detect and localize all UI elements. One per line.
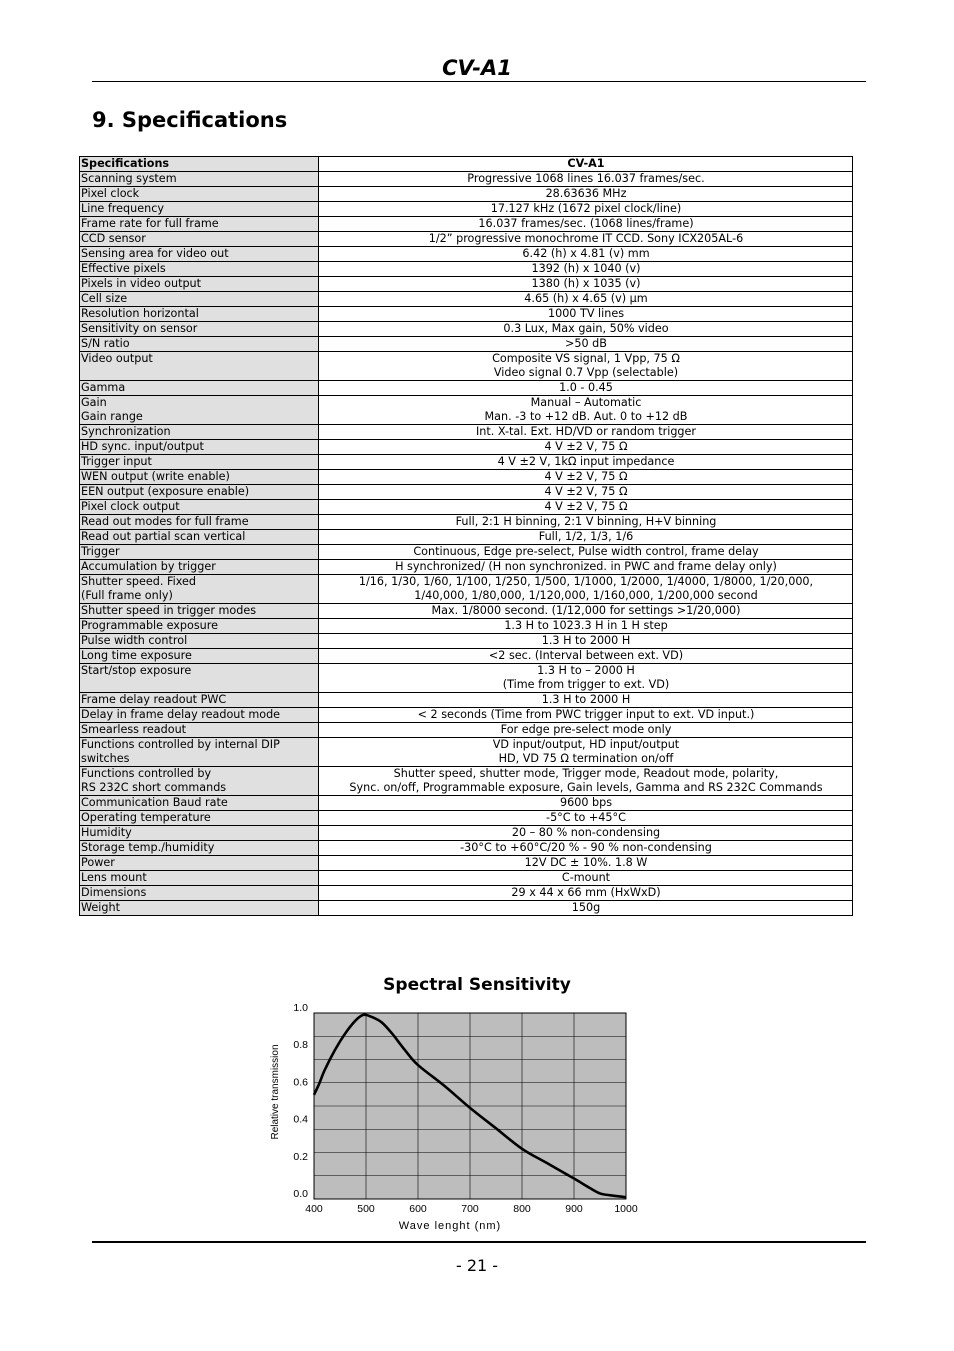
x-axis-label: Wave lenght (nm) xyxy=(398,1220,502,1232)
spec-value-cell: 1.3 H to 1023.3 H in 1 H step xyxy=(319,619,853,634)
spec-name-cell: WEN output (write enable) xyxy=(80,470,319,485)
spec-name-cell: Pulse width control xyxy=(80,634,319,649)
spec-value-cell: 29 x 44 x 66 mm (HxWxD) xyxy=(319,886,853,901)
spec-value-cell: 1380 (h) x 1035 (v) xyxy=(319,277,853,292)
spec-value-cell: H synchronized/ (H non synchronized. in PWC and frame delay only) xyxy=(319,560,853,575)
spec-name-cell: HD sync. input/output xyxy=(80,440,319,455)
spec-name-cell: Operating temperature xyxy=(80,811,319,826)
x-tick-label: 800 xyxy=(513,1203,531,1215)
table-row xyxy=(80,604,853,619)
x-tick-label: 1000 xyxy=(614,1203,638,1215)
spec-value-cell: 1.3 H to – 2000 H (Time from trigger to ext. VD) xyxy=(319,664,853,693)
spec-name-cell: CCD sensor xyxy=(80,232,319,247)
spec-value-cell: 20 – 80 % non-condensing xyxy=(319,826,853,841)
table-row xyxy=(80,811,853,826)
chart-title: Spectral Sensitivity xyxy=(383,975,571,995)
table-row xyxy=(80,217,853,232)
table-row xyxy=(80,172,853,187)
spec-name-cell: Effective pixels xyxy=(80,262,319,277)
table-row xyxy=(80,187,853,202)
spec-name-cell: Weight xyxy=(80,901,319,916)
spec-value-cell: 12V DC ± 10%. 1.8 W xyxy=(319,856,853,871)
spec-value-cell: 4 V ±2 V, 75 Ω xyxy=(319,485,853,500)
section-heading: 9. Specifications xyxy=(92,108,288,132)
spec-name-cell: Cell size xyxy=(80,292,319,307)
table-row xyxy=(80,545,853,560)
specifications-table xyxy=(79,156,853,916)
spec-value-cell: 17.127 kHz (1672 pixel clock/line) xyxy=(319,202,853,217)
spec-value-cell: 4 V ±2 V, 75 Ω xyxy=(319,440,853,455)
spec-value-cell: < 2 seconds (Time from PWC trigger input to ext. VD input.) xyxy=(319,708,853,723)
spec-value-cell: Shutter speed, shutter mode, Trigger mode, Readout mode, polarity, Sync. on/off, Programmable exposure, Gain levels, Gamma and RS 232C Commands xyxy=(319,767,853,796)
spec-value-cell: 1.0 - 0.45 xyxy=(319,381,853,396)
header-rule xyxy=(92,81,866,82)
spec-value-cell: >50 dB xyxy=(319,337,853,352)
spec-value-cell: <2 sec. (Interval between ext. VD) xyxy=(319,649,853,664)
spec-name-cell: Humidity xyxy=(80,826,319,841)
spec-name-cell: Shutter speed in trigger modes xyxy=(80,604,319,619)
table-row xyxy=(80,634,853,649)
spec-name-cell: Video output xyxy=(80,352,319,381)
table-row xyxy=(80,796,853,811)
spec-value-cell: -30°C to +60°C/20 % - 90 % non-condensing xyxy=(319,841,853,856)
spec-name-cell: Gain Gain range xyxy=(80,396,319,425)
spec-name-cell: Sensing area for video out xyxy=(80,247,319,262)
spec-value-cell: -5°C to +45°C xyxy=(319,811,853,826)
table-row xyxy=(80,841,853,856)
spec-name-cell: Gamma xyxy=(80,381,319,396)
table-row xyxy=(80,381,853,396)
table-row xyxy=(80,470,853,485)
table-header-row xyxy=(80,157,853,172)
table-row xyxy=(80,292,853,307)
table-row xyxy=(80,738,853,767)
spec-value-cell: 9600 bps xyxy=(319,796,853,811)
table-row xyxy=(80,560,853,575)
spec-name-cell: Power xyxy=(80,856,319,871)
table-row xyxy=(80,515,853,530)
spec-name-cell: Start/stop exposure xyxy=(80,664,319,693)
spec-name-cell: Trigger input xyxy=(80,455,319,470)
spec-name-cell: Functions controlled by RS 232C short commands xyxy=(80,767,319,796)
y-axis-label: Relative transmission xyxy=(270,1044,281,1140)
y-tick-label: 0.4 xyxy=(293,1113,308,1126)
table-row xyxy=(80,307,853,322)
spec-name-cell: Smearless readout xyxy=(80,723,319,738)
spec-name-cell: Frame rate for full frame xyxy=(80,217,319,232)
y-tick-label: 0.8 xyxy=(293,1039,308,1052)
spec-value-cell: 1/16, 1/30, 1/60, 1/100, 1/250, 1/500, 1/1000, 1/2000, 1/4000, 1/8000, 1/20,000, 1/40,000, 1/80,000, 1/120,000, 1/160,000, 1/200,000 second xyxy=(319,575,853,604)
spec-name-cell: Shutter speed. Fixed (Full frame only) xyxy=(80,575,319,604)
table-row xyxy=(80,619,853,634)
spec-name-cell: Dimensions xyxy=(80,886,319,901)
spec-value-cell: Composite VS signal, 1 Vpp, 75 Ω Video signal 0.7 Vpp (selectable) xyxy=(319,352,853,381)
spec-name-cell: Storage temp./humidity xyxy=(80,841,319,856)
spec-value-cell: Int. X-tal. Ext. HD/VD or random trigger xyxy=(319,425,853,440)
table-row xyxy=(80,856,853,871)
table-row xyxy=(80,826,853,841)
footer-rule xyxy=(92,1241,866,1243)
table-row xyxy=(80,247,853,262)
spec-value-cell: 1.3 H to 2000 H xyxy=(319,693,853,708)
spec-value-cell: Continuous, Edge pre-select, Pulse width control, frame delay xyxy=(319,545,853,560)
table-row xyxy=(80,901,853,916)
spec-name-cell: Resolution horizontal xyxy=(80,307,319,322)
y-tick-label: 1.0 xyxy=(293,1002,308,1014)
spec-name-cell: Sensitivity on sensor xyxy=(80,322,319,337)
spec-name-cell: Line frequency xyxy=(80,202,319,217)
table-row xyxy=(80,723,853,738)
table-row xyxy=(80,455,853,470)
table-row xyxy=(80,500,853,515)
spec-name-cell: Pixels in video output xyxy=(80,277,319,292)
spec-value-cell: 16.037 frames/sec. (1068 lines/frame) xyxy=(319,217,853,232)
spec-name-cell: Synchronization xyxy=(80,425,319,440)
spec-value-cell: Manual – Automatic Man. -3 to +12 dB. Aut. 0 to +12 dB xyxy=(319,396,853,425)
spec-name-cell: EEN output (exposure enable) xyxy=(80,485,319,500)
spec-name-cell: Delay in frame delay readout mode xyxy=(80,708,319,723)
spec-value-cell: 0.3 Lux, Max gain, 50% video xyxy=(319,322,853,337)
page-number: - 21 - xyxy=(455,1256,499,1275)
spec-value-cell: 1.3 H to 2000 H xyxy=(319,634,853,649)
spec-value-cell: For edge pre-select mode only xyxy=(319,723,853,738)
spec-name-cell: Communication Baud rate xyxy=(80,796,319,811)
spec-value-cell: 1000 TV lines xyxy=(319,307,853,322)
x-tick-label: 900 xyxy=(565,1203,583,1215)
header-cell-specifications: Specifications xyxy=(80,157,319,172)
x-tick-label: 500 xyxy=(357,1203,375,1215)
table-row xyxy=(80,322,853,337)
spec-value-cell: VD input/output, HD input/output HD, VD 75 Ω termination on/off xyxy=(319,738,853,767)
table-row xyxy=(80,277,853,292)
table-row xyxy=(80,440,853,455)
x-tick-label: 400 xyxy=(305,1203,323,1215)
table-row xyxy=(80,396,853,425)
table-row xyxy=(80,767,853,796)
spec-value-cell: Progressive 1068 lines 16.037 frames/sec. xyxy=(319,172,853,187)
spectral-sensitivity-chart xyxy=(260,1000,680,1240)
spec-name-cell: Trigger xyxy=(80,545,319,560)
spec-name-cell: Functions controlled by internal DIP switches xyxy=(80,738,319,767)
spec-value-cell: Full, 2:1 H binning, 2:1 V binning, H+V binning xyxy=(319,515,853,530)
x-tick-label: 700 xyxy=(461,1203,479,1215)
spec-value-cell: Full, 1/2, 1/3, 1/6 xyxy=(319,530,853,545)
spec-value-cell: Max. 1/8000 second. (1/12,000 for settings >1/20,000) xyxy=(319,604,853,619)
spec-value-cell: 4 V ±2 V, 1kΩ input impedance xyxy=(319,455,853,470)
table-row xyxy=(80,575,853,604)
spec-name-cell: Long time exposure xyxy=(80,649,319,664)
table-row xyxy=(80,425,853,440)
y-tick-label: 0.0 xyxy=(293,1188,308,1200)
spec-name-cell: Pixel clock xyxy=(80,187,319,202)
table-row xyxy=(80,352,853,381)
spec-value-cell: 1/2” progressive monochrome IT CCD. Sony ICX205AL-6 xyxy=(319,232,853,247)
y-tick-label: 0.6 xyxy=(293,1076,308,1089)
spec-name-cell: Scanning system xyxy=(80,172,319,187)
table-row xyxy=(80,337,853,352)
x-tick-label: 600 xyxy=(409,1203,427,1215)
table-row xyxy=(80,708,853,723)
table-row xyxy=(80,871,853,886)
table-row xyxy=(80,485,853,500)
spec-name-cell: Lens mount xyxy=(80,871,319,886)
table-row xyxy=(80,202,853,217)
spec-name-cell: Read out modes for full frame xyxy=(80,515,319,530)
spec-value-cell: 150g xyxy=(319,901,853,916)
spec-name-cell: S/N ratio xyxy=(80,337,319,352)
table-row xyxy=(80,232,853,247)
table-row xyxy=(80,530,853,545)
spec-value-cell: C-mount xyxy=(319,871,853,886)
document-title: CV-A1 xyxy=(442,56,512,80)
y-tick-label: 0.2 xyxy=(293,1150,308,1163)
spec-value-cell: 4 V ±2 V, 75 Ω xyxy=(319,500,853,515)
spec-value-cell: 4.65 (h) x 4.65 (v) µm xyxy=(319,292,853,307)
spec-value-cell: 1392 (h) x 1040 (v) xyxy=(319,262,853,277)
table-row xyxy=(80,693,853,708)
spec-value-cell: 4 V ±2 V, 75 Ω xyxy=(319,470,853,485)
table-row xyxy=(80,649,853,664)
spec-name-cell: Pixel clock output xyxy=(80,500,319,515)
spec-value-cell: 6.42 (h) x 4.81 (v) mm xyxy=(319,247,853,262)
table-row xyxy=(80,262,853,277)
table-row xyxy=(80,664,853,693)
spec-name-cell: Read out partial scan vertical xyxy=(80,530,319,545)
table-row xyxy=(80,886,853,901)
spec-name-cell: Accumulation by trigger xyxy=(80,560,319,575)
spec-value-cell: 28.63636 MHz xyxy=(319,187,853,202)
spec-name-cell: Frame delay readout PWC xyxy=(80,693,319,708)
header-cell-model: CV-A1 xyxy=(319,157,853,172)
spec-name-cell: Programmable exposure xyxy=(80,619,319,634)
